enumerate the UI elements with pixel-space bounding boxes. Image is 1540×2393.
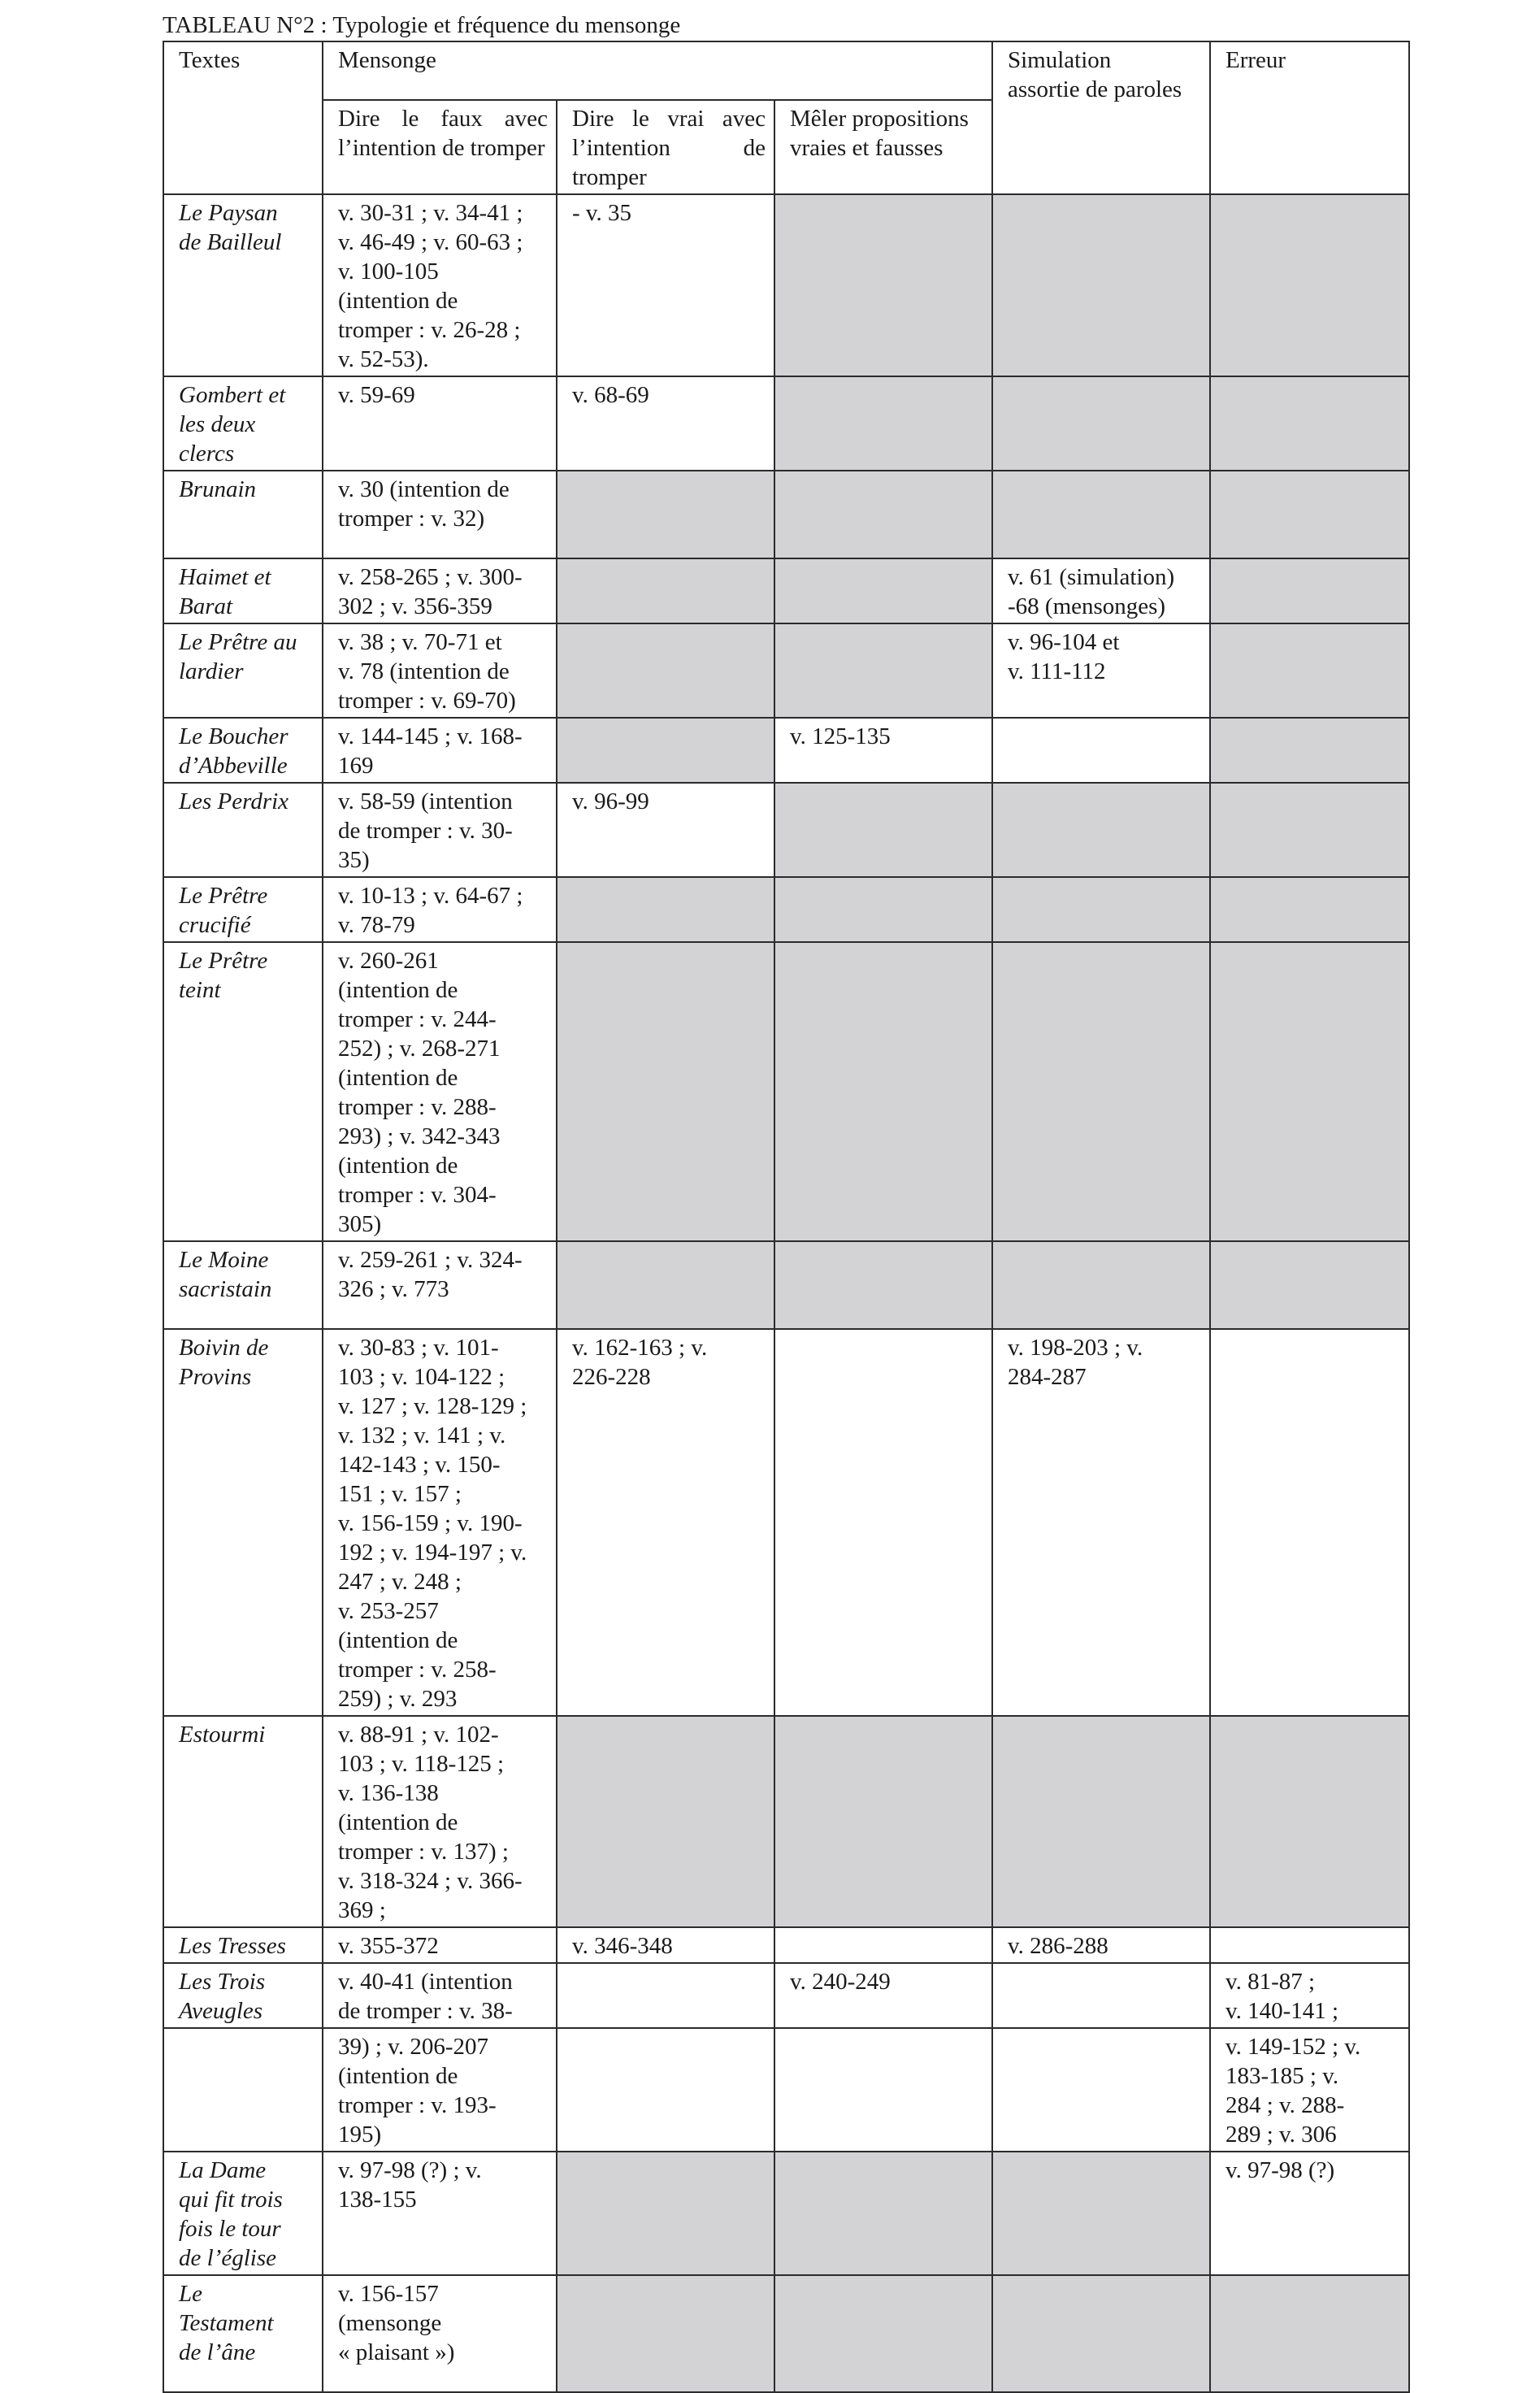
table-row [163, 2152, 1409, 2275]
cell-faux: v. 144-145 ; v. 168- 169 [323, 718, 557, 783]
cell-meler [774, 1329, 992, 1716]
cell-texte: Estourmi [163, 1716, 323, 1927]
cell-faux: v. 10-13 ; v. 64-67 ; v. 78-79 [323, 877, 557, 942]
cell-erreur [1210, 1716, 1409, 1927]
table-row [163, 942, 1409, 1241]
cell-texte: Gombert et les deux clercs [163, 376, 323, 471]
cell-simulation: v. 286-288 [992, 1927, 1210, 1963]
table-row [163, 623, 1409, 718]
cell-vrai: v. 68-69 [557, 376, 774, 471]
header-meler-propositions: Mêler propositions vraies et fausses [774, 100, 992, 194]
cell-meler [774, 194, 992, 376]
cell-texte: Le Prêtre au lardier [163, 623, 323, 718]
table-row [163, 194, 1409, 376]
cell-simulation: v. 61 (simulation) -68 (mensonges) [992, 558, 1210, 623]
cell-texte: Boivin de Provins [163, 1329, 323, 1716]
cell-erreur [1210, 471, 1409, 558]
table-row [163, 2028, 1409, 2152]
cell-meler [774, 376, 992, 471]
table-row [163, 558, 1409, 623]
header-dire-le-faux: Dire le faux avec l’intention de tromper [323, 100, 557, 194]
cell-erreur [1210, 1329, 1409, 1716]
cell-texte: Le Prêtre teint [163, 942, 323, 1241]
cell-vrai [557, 2152, 774, 2275]
cell-texte: Le Boucher d’Abbeville [163, 718, 323, 783]
cell-faux: v. 58-59 (intention de tromper : v. 30- 35) [323, 783, 557, 877]
table-row [163, 376, 1409, 471]
cell-vrai: v. 162-163 ; v. 226-228 [557, 1329, 774, 1716]
cell-faux: v. 156-157 (mensonge « plaisant ») [323, 2275, 557, 2392]
cell-erreur [1210, 877, 1409, 942]
cell-faux: v. 38 ; v. 70-71 et v. 78 (intention de tromper : v. 69-70) [323, 623, 557, 718]
cell-erreur: v. 97-98 (?) [1210, 2152, 1409, 2275]
cell-simulation [992, 1963, 1210, 2028]
cell-meler [774, 877, 992, 942]
cell-erreur [1210, 718, 1409, 783]
cell-vrai [557, 2028, 774, 2152]
cell-vrai [557, 942, 774, 1241]
cell-simulation [992, 2275, 1210, 2392]
table-row [163, 877, 1409, 942]
cell-faux: v. 259-261 ; v. 324- 326 ; v. 773 [323, 1241, 557, 1329]
cell-erreur [1210, 2275, 1409, 2392]
cell-vrai [557, 877, 774, 942]
cell-erreur [1210, 194, 1409, 376]
header-simulation: Simulation assortie de paroles [992, 41, 1210, 194]
cell-simulation [992, 194, 1210, 376]
cell-vrai [557, 718, 774, 783]
cell-vrai [557, 1241, 774, 1329]
cell-faux: v. 355-372 [323, 1927, 557, 1963]
table-row [163, 471, 1409, 558]
cell-faux: v. 258-265 ; v. 300- 302 ; v. 356-359 [323, 558, 557, 623]
cell-meler [774, 783, 992, 877]
table-row [163, 718, 1409, 783]
cell-simulation: v. 96-104 et v. 111-112 [992, 623, 1210, 718]
lie-typology-table [163, 41, 1410, 2393]
header-row-1 [163, 41, 1409, 100]
header-erreur: Erreur [1210, 41, 1409, 194]
cell-erreur [1210, 623, 1409, 718]
cell-texte: Les Tresses [163, 1927, 323, 1963]
cell-erreur: v. 149-152 ; v. 183-185 ; v. 284 ; v. 288- 289 ; v. 306 [1210, 2028, 1409, 2152]
cell-meler [774, 471, 992, 558]
cell-simulation [992, 877, 1210, 942]
cell-erreur [1210, 1241, 1409, 1329]
cell-meler [774, 623, 992, 718]
cell-simulation [992, 376, 1210, 471]
cell-meler [774, 2028, 992, 2152]
cell-erreur [1210, 783, 1409, 877]
cell-faux: v. 59-69 [323, 376, 557, 471]
cell-vrai [557, 558, 774, 623]
cell-texte: Le Paysan de Bailleul [163, 194, 323, 376]
cell-vrai: v. 346-348 [557, 1927, 774, 1963]
cell-meler [774, 942, 992, 1241]
cell-meler [774, 1716, 992, 1927]
cell-faux: v. 30-31 ; v. 34-41 ; v. 46-49 ; v. 60-63 ; v. 100-105 (intention de tromper : v. 26-28 ; v. 52-53). [323, 194, 557, 376]
cell-faux: v. 88-91 ; v. 102- 103 ; v. 118-125 ; v. 136-138 (intention de tromper : v. 137) ; v. 318-324 ; v. 366- 369 ; [323, 1716, 557, 1927]
cell-texte: Les Trois Aveugles [163, 1963, 323, 2028]
table-row [163, 783, 1409, 877]
cell-vrai [557, 2275, 774, 2392]
cell-vrai [557, 1963, 774, 2028]
table-caption: TABLEAU N°2 : Typologie et fréquence du mensonge [163, 12, 681, 38]
cell-simulation [992, 1716, 1210, 1927]
cell-vrai [557, 471, 774, 558]
cell-texte: Le Prêtre crucifié [163, 877, 323, 942]
cell-texte: Le Moine sacristain [163, 1241, 323, 1329]
cell-faux: v. 97-98 (?) ; v. 138-155 [323, 2152, 557, 2275]
cell-meler [774, 2152, 992, 2275]
cell-simulation [992, 2028, 1210, 2152]
cell-vrai [557, 1716, 774, 1927]
cell-erreur [1210, 376, 1409, 471]
cell-simulation [992, 783, 1210, 877]
cell-faux: v. 260-261 (intention de tromper : v. 244- 252) ; v. 268-271 (intention de tromper : v. 288- 293) ; v. 342-343 (intention de tromper : v. 304- 305) [323, 942, 557, 1241]
table-row [163, 1963, 1409, 2028]
cell-simulation [992, 718, 1210, 783]
cell-faux: v. 30 (intention de tromper : v. 32) [323, 471, 557, 558]
cell-texte: Le Testament de l’âne [163, 2275, 323, 2392]
cell-meler: v. 125-135 [774, 718, 992, 783]
cell-erreur [1210, 942, 1409, 1241]
table-row [163, 1329, 1409, 1716]
cell-meler: v. 240-249 [774, 1963, 992, 2028]
cell-simulation: v. 198-203 ; v. 284-287 [992, 1329, 1210, 1716]
cell-meler [774, 1927, 992, 1963]
cell-texte: La Dame qui fit trois fois le tour de l’église [163, 2152, 323, 2275]
cell-simulation [992, 2152, 1210, 2275]
cell-simulation [992, 1241, 1210, 1329]
cell-faux: v. 40-41 (intention de tromper : v. 38- [323, 1963, 557, 2028]
cell-simulation [992, 471, 1210, 558]
cell-meler [774, 558, 992, 623]
cell-erreur: v. 81-87 ; v. 140-141 ; [1210, 1963, 1409, 2028]
cell-texte [163, 2028, 323, 2152]
cell-vrai: v. 96-99 [557, 783, 774, 877]
cell-texte: Les Perdrix [163, 783, 323, 877]
cell-simulation [992, 942, 1210, 1241]
cell-vrai [557, 623, 774, 718]
cell-erreur [1210, 1927, 1409, 1963]
header-dire-le-vrai: Dire le vrai avec l’intention de tromper [557, 100, 774, 194]
cell-texte: Brunain [163, 471, 323, 558]
header-mensonge: Mensonge [323, 41, 992, 100]
cell-faux: v. 30-83 ; v. 101- 103 ; v. 104-122 ; v. 127 ; v. 128-129 ; v. 132 ; v. 141 ; v. 142-143 ; v. 150- 151 ; v. 157 ; v. 156-159 ; v. 190- 192 ; v. 194-197 ; v. 247 ; v. 248 ; v. 253-257 (intention de tromper : v. 258- 259) ; v. 293 [323, 1329, 557, 1716]
header-textes: Textes [163, 41, 323, 194]
table-row [163, 2275, 1409, 2392]
cell-vrai: - v. 35 [557, 194, 774, 376]
cell-meler [774, 1241, 992, 1329]
table-row [163, 1241, 1409, 1329]
cell-texte: Haimet et Barat [163, 558, 323, 623]
cell-erreur [1210, 558, 1409, 623]
table-row [163, 1927, 1409, 1963]
table-row [163, 1716, 1409, 1927]
cell-meler [774, 2275, 992, 2392]
cell-faux: 39) ; v. 206-207 (intention de tromper : v. 193- 195) [323, 2028, 557, 2152]
